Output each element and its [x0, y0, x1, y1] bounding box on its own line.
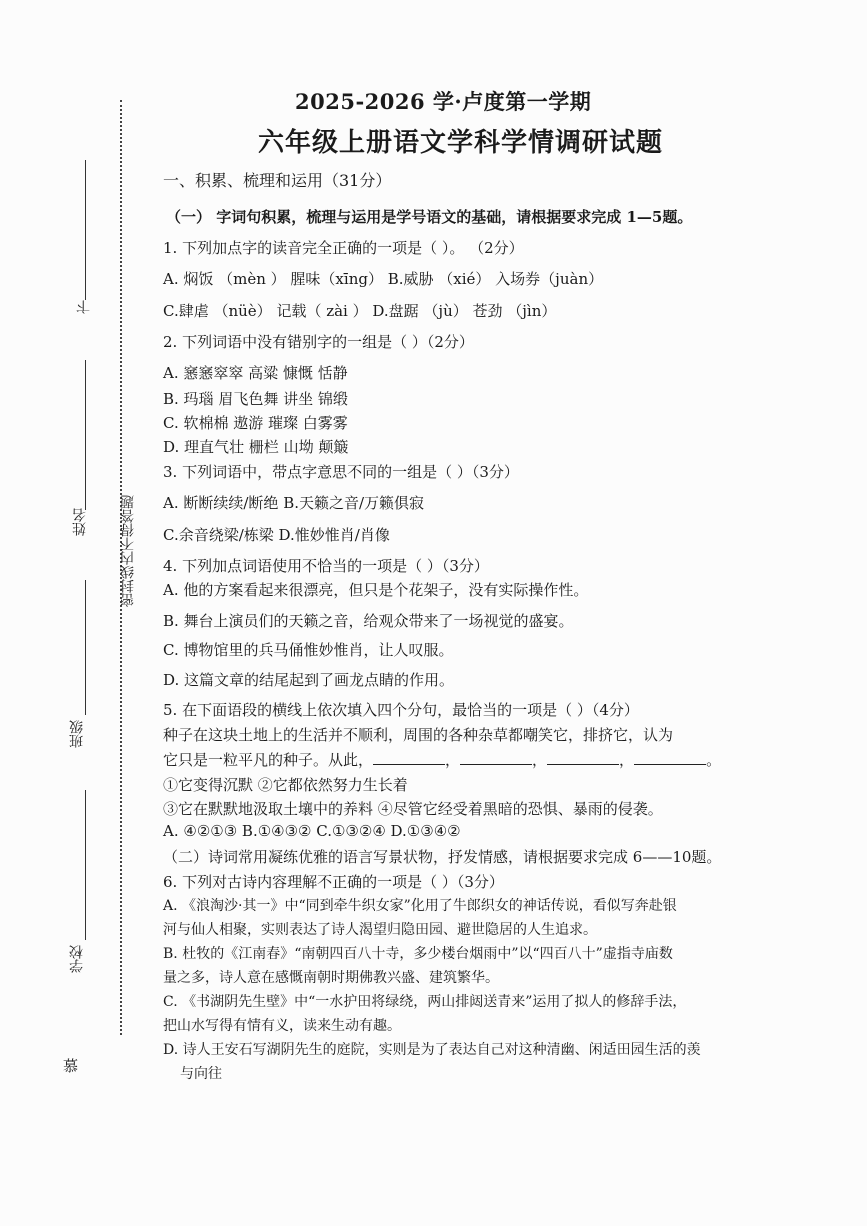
- q6-option-a-line2: 河与仙人相聚，实则表达了诗人渴望归隐田园、避世隐居的人生追求。: [163, 922, 597, 938]
- school-field-line[interactable]: [85, 790, 86, 940]
- q4-stem: 4. 下列加点词语使用不恰当的一项是（ ）（3分）: [163, 557, 489, 575]
- q6-option-b-line1: B. 杜牧的《江南春》“南朝四百八十寺，多少楼台烟雨中”以“四百八十”虚指寺庙数: [163, 946, 673, 962]
- q5-options-12: ①它变得沉默 ②它都依然努力生长着: [163, 776, 408, 794]
- name-field-line[interactable]: [85, 360, 86, 510]
- q2-option-b: B. 玛瑙 眉飞色舞 讲坐 锦缎: [163, 390, 348, 408]
- part1-intro: （一） 字词句积累，梳理与运用是学号语文的基础，请根据要求完成 1—5题。: [166, 208, 693, 226]
- q6-option-a-line1: A. 《浪淘沙·其一》中“同到牵牛织女家”化用了牛郎织女的神话传说，看似写奔赴银: [163, 898, 677, 914]
- margin-line-top: [85, 160, 86, 300]
- q6-stem: 6. 下列对古诗内容理解不正确的一项是（ ）（3分）: [163, 873, 504, 891]
- q2-option-d: D. 理直气壮 栅栏 山坳 颠簸: [163, 438, 349, 456]
- q2-option-c: C. 软棉棉 遨游 璀璨 白雾雾: [163, 414, 348, 432]
- section-title: 一、积累、梳理和运用（31分）: [163, 171, 392, 190]
- q5-blank-4[interactable]: [634, 750, 706, 765]
- q3-options-cd: C.余音绕梁/栋梁 D.惟妙惟肖/肖像: [163, 526, 390, 544]
- q5-options-34: ③它在默默地汲取土壤中的养料 ④尽管它经受着黑暗的恐惧、暴雨的侵袭。: [163, 800, 663, 818]
- margin-mark-top: 卞: [76, 300, 92, 314]
- q6-option-d-line2: 与向往: [180, 1066, 222, 1082]
- q4-option-d: D. 这篇文章的结尾起到了画龙点睛的作用。: [163, 671, 455, 689]
- q5-passage-line2: 它只是一粒平凡的种子。从此， ， ， ， 。: [163, 751, 722, 769]
- q5-passage-line1: 种子在这块土地上的生活并不顺利，周围的各种杂草都嘲笑它，排挤它，认为: [163, 726, 674, 744]
- class-label: 班级: [69, 720, 85, 748]
- margin-mark-bottom: 慕: [63, 1057, 79, 1075]
- q1-options-cd: C.肆虐 （nüè） 记载（ zài ） D.盘踞 （jù） 苍劲 （jìn）: [163, 302, 557, 320]
- q1-stem: 1. 下列加点字的读音完全正确的一项是（ ）。 （2分）: [163, 239, 524, 257]
- q6-option-c-line1: C. 《书湖阴先生壁》中“一水护田将绿绕，两山排闼送青来”运用了拟人的修辞手法，: [163, 994, 687, 1010]
- q5-choices: A. ④②①③ B.①④③② C.①③②④ D.①③④②: [163, 822, 461, 840]
- q3-stem: 3. 下列词语中，带点字意思不同的一组是（ ）（3分）: [163, 463, 519, 481]
- q6-option-c-line2: 把山水写得有情有义，读来生动有趣。: [163, 1018, 401, 1034]
- part2-intro: （二）诗词常用凝练优雅的语言写景状物，抒发情感，请根据要求完成 6——10题。: [163, 848, 722, 866]
- q2-option-a: A. 窸窸窣窣 高粱 慷慨 恬静: [163, 364, 348, 382]
- seal-notice: 密封线内不得答题: [120, 495, 136, 607]
- q4-option-a: A. 他的方案看起来很漂亮，但只是个花架子，没有实际操作性。: [163, 581, 589, 599]
- q2-stem: 2. 下列词语中没有错别字的一组是（ ）（2分）: [163, 333, 474, 351]
- exam-title: 六年级上册语文学科学情调研试题: [258, 128, 664, 158]
- q3-options-ab: A. 断断续续/断绝 B.天籁之音/万籁俱寂: [163, 494, 425, 512]
- school-label: 学校: [69, 945, 85, 973]
- q6-option-d-line1: D. 诗人王安石写湖阴先生的庭院，实则是为了表达自己对这种清幽、闲适田园生活的羡: [163, 1042, 701, 1058]
- q5-blank-3[interactable]: [547, 750, 619, 765]
- q4-option-c: C. 博物馆里的兵马俑惟妙惟肖，让人叹服。: [163, 641, 454, 659]
- name-label: 姓名: [72, 508, 88, 536]
- q4-option-b: B. 舞台上演员们的天籁之音，给观众带来了一场视觉的盛宴。: [163, 612, 574, 630]
- class-field-line[interactable]: [85, 580, 86, 715]
- q5-passage-text: 它只是一粒平凡的种子。从此，: [163, 751, 374, 769]
- year-title: 2025-2026 学·卢度第一学期: [295, 89, 592, 114]
- q5-blank-2[interactable]: [460, 750, 532, 765]
- q6-option-b-line2: 量之多，诗人意在感慨南朝时期佛教兴盛、建筑繁华。: [163, 970, 499, 986]
- q5-stem: 5. 在下面语段的横线上依次填入四个分句，最恰当的一项是（ ）（4分）: [163, 701, 639, 719]
- q5-blank-1[interactable]: [373, 750, 445, 765]
- q1-options-ab: A. 焖饭 （mèn ） 腥味（xīng） B.威胁 （xié） 入场券（juàn）: [163, 270, 604, 288]
